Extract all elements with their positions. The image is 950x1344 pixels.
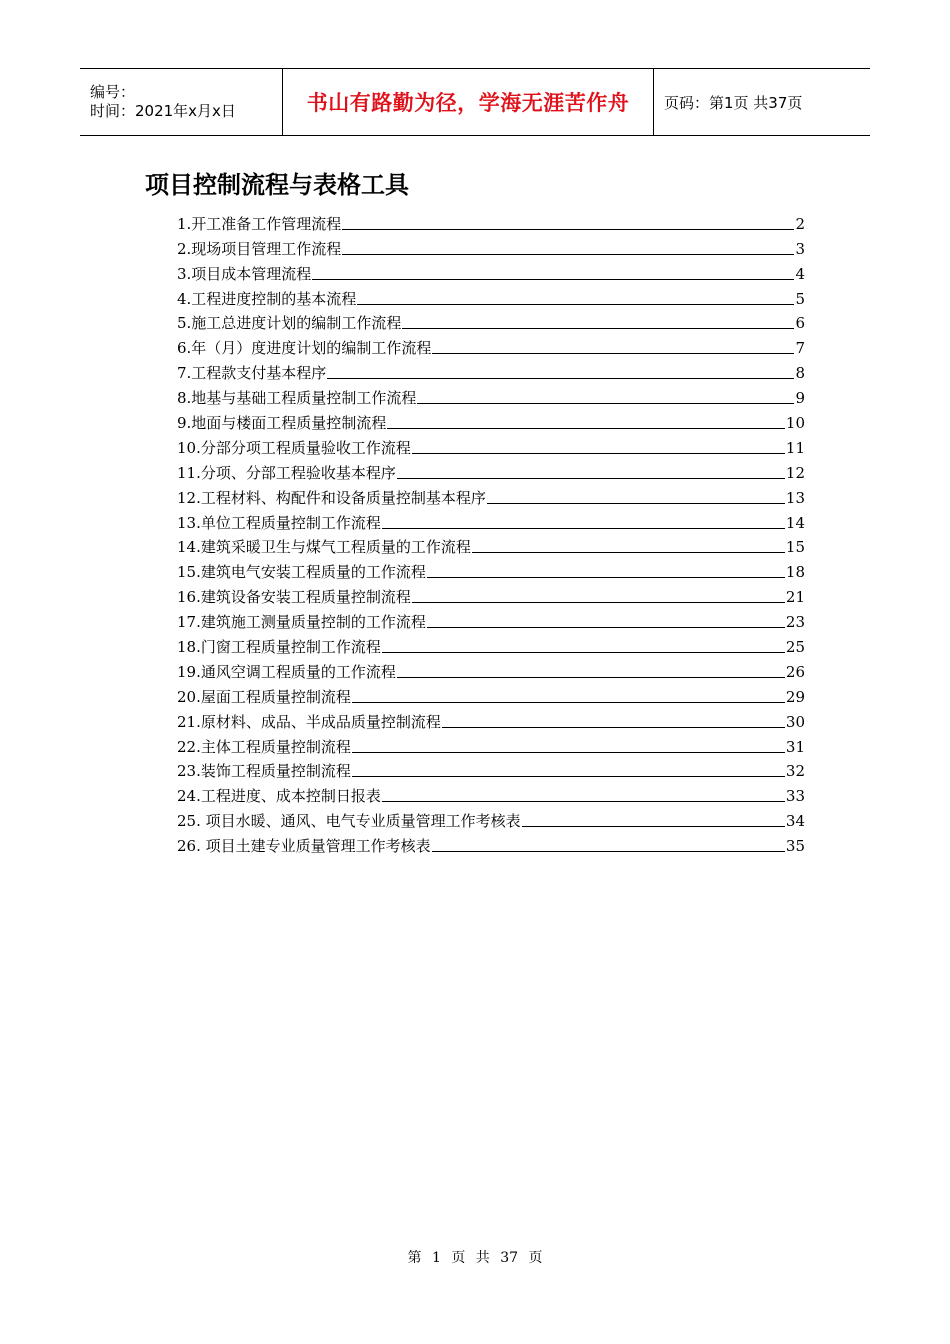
toc-leader-line bbox=[352, 752, 785, 753]
toc-entry-page: 2 bbox=[795, 214, 805, 233]
toc-leader-line bbox=[342, 229, 794, 230]
toc-entry-page: 5 bbox=[795, 289, 805, 308]
toc-entry-title: 23.装饰工程质量控制流程 bbox=[177, 762, 351, 781]
toc-entry-title: 20.屋面工程质量控制流程 bbox=[177, 687, 351, 706]
toc-entry[interactable] bbox=[177, 407, 805, 432]
toc-leader-line bbox=[382, 652, 785, 653]
toc-entry[interactable] bbox=[177, 581, 805, 606]
toc-entry-title: 21.原材料、成品、半成品质量控制流程 bbox=[177, 712, 441, 731]
toc-entry-page: 11 bbox=[785, 438, 805, 457]
toc-entry-title: 4.工程进度控制的基本流程 bbox=[177, 289, 357, 308]
toc-entry[interactable] bbox=[177, 706, 805, 731]
toc-entry[interactable] bbox=[177, 482, 805, 507]
toc-entry[interactable] bbox=[177, 432, 805, 457]
toc-entry-title: 3.项目成本管理流程 bbox=[177, 264, 312, 283]
toc-entry[interactable] bbox=[177, 631, 805, 656]
toc-entry-page: 9 bbox=[795, 389, 805, 408]
toc-entry-title: 22.主体工程质量控制流程 bbox=[177, 737, 351, 756]
toc-leader-line bbox=[382, 801, 785, 802]
toc-entry-title: 11.分项、分部工程验收基本程序 bbox=[177, 463, 396, 482]
toc-entry-page: 13 bbox=[785, 488, 805, 507]
toc-entry-page: 31 bbox=[785, 737, 805, 756]
table-of-contents bbox=[177, 208, 805, 855]
toc-leader-line bbox=[432, 851, 785, 852]
toc-entry-title: 2.现场项目管理工作流程 bbox=[177, 239, 342, 258]
toc-leader-line bbox=[417, 403, 794, 404]
footer-part: 页 bbox=[528, 1250, 543, 1266]
header-page-info bbox=[654, 69, 870, 135]
toc-entry[interactable] bbox=[177, 556, 805, 581]
toc-entry-title: 25. 项目水暖、通风、电气专业质量管理工作考核表 bbox=[177, 812, 521, 831]
toc-leader-line bbox=[352, 702, 785, 703]
page-footer bbox=[0, 1247, 950, 1267]
page-header bbox=[80, 68, 870, 136]
toc-entry-title: 13.单位工程质量控制工作流程 bbox=[177, 513, 381, 532]
toc-leader-line bbox=[412, 602, 785, 603]
toc-entry-page: 6 bbox=[795, 314, 805, 333]
toc-entry-page: 35 bbox=[785, 837, 805, 856]
toc-leader-line bbox=[472, 552, 785, 553]
toc-entry[interactable] bbox=[177, 780, 805, 805]
toc-leader-line bbox=[432, 353, 794, 354]
toc-entry[interactable] bbox=[177, 258, 805, 283]
toc-leader-line bbox=[387, 428, 785, 429]
time-label: 时间：2021年x月x日 bbox=[90, 102, 236, 120]
toc-entry-page: 3 bbox=[795, 239, 805, 258]
toc-entry-page: 7 bbox=[795, 339, 805, 358]
toc-entry-page: 34 bbox=[785, 812, 805, 831]
header-meta bbox=[80, 69, 282, 135]
toc-leader-line bbox=[402, 328, 794, 329]
toc-entry[interactable] bbox=[177, 656, 805, 681]
toc-entry[interactable] bbox=[177, 382, 805, 407]
toc-entry[interactable] bbox=[177, 830, 805, 855]
toc-entry[interactable] bbox=[177, 606, 805, 631]
toc-entry[interactable] bbox=[177, 507, 805, 532]
toc-leader-line bbox=[487, 503, 785, 504]
footer-page-number: 1 bbox=[431, 1250, 441, 1266]
toc-entry[interactable] bbox=[177, 681, 805, 706]
toc-entry[interactable] bbox=[177, 756, 805, 781]
toc-entry-title: 26. 项目土建专业质量管理工作考核表 bbox=[177, 837, 431, 856]
motto-text: 书山有路勤为径，学海无涯苦作舟 bbox=[306, 91, 630, 115]
footer-total-pages: 37 bbox=[500, 1250, 519, 1266]
toc-entry[interactable] bbox=[177, 283, 805, 308]
toc-entry-title: 18.门窗工程质量控制工作流程 bbox=[177, 638, 381, 657]
toc-leader-line bbox=[397, 478, 785, 479]
toc-entry[interactable] bbox=[177, 308, 805, 333]
toc-entry-title: 10.分部分项工程质量验收工作流程 bbox=[177, 438, 411, 457]
footer-part: 共 bbox=[475, 1250, 490, 1266]
toc-entry-page: 29 bbox=[785, 687, 805, 706]
toc-entry[interactable] bbox=[177, 731, 805, 756]
number-label: 编号： bbox=[90, 83, 136, 101]
toc-leader-line bbox=[427, 627, 785, 628]
toc-entry-title: 5.施工总进度计划的编制工作流程 bbox=[177, 314, 402, 333]
toc-leader-line bbox=[442, 727, 785, 728]
toc-entry-page: 26 bbox=[785, 662, 805, 681]
toc-leader-line bbox=[352, 776, 785, 777]
document-title: 项目控制流程与表格工具 bbox=[145, 171, 409, 199]
toc-entry-page: 8 bbox=[795, 364, 805, 383]
toc-entry-page: 30 bbox=[785, 712, 805, 731]
toc-entry-title: 19.通风空调工程质量的工作流程 bbox=[177, 662, 396, 681]
toc-entry-title: 9.地面与楼面工程质量控制流程 bbox=[177, 414, 387, 433]
toc-leader-line bbox=[342, 254, 794, 255]
toc-entry-title: 16.建筑设备安装工程质量控制流程 bbox=[177, 588, 411, 607]
toc-leader-line bbox=[412, 453, 785, 454]
toc-entry-title: 7.工程款支付基本程序 bbox=[177, 364, 327, 383]
toc-entry-title: 24.工程进度、成本控制日报表 bbox=[177, 787, 381, 806]
toc-leader-line bbox=[382, 528, 785, 529]
toc-entry-title: 15.建筑电气安装工程质量的工作流程 bbox=[177, 563, 426, 582]
toc-entry-title: 14.建筑采暖卫生与煤气工程质量的工作流程 bbox=[177, 538, 471, 557]
toc-entry[interactable] bbox=[177, 532, 805, 557]
header-motto bbox=[282, 69, 654, 135]
toc-entry-page: 18 bbox=[785, 563, 805, 582]
toc-leader-line bbox=[327, 378, 794, 379]
toc-entry[interactable] bbox=[177, 457, 805, 482]
toc-entry[interactable] bbox=[177, 332, 805, 357]
toc-leader-line bbox=[397, 677, 785, 678]
toc-entry-title: 17.建筑施工测量质量控制的工作流程 bbox=[177, 613, 426, 632]
toc-entry[interactable] bbox=[177, 208, 805, 233]
toc-entry-page: 21 bbox=[785, 588, 805, 607]
toc-leader-line bbox=[522, 826, 785, 827]
toc-entry-page: 10 bbox=[785, 414, 805, 433]
page-info-text: 页码：第1页 共37页 bbox=[664, 93, 803, 112]
toc-leader-line bbox=[357, 304, 794, 305]
toc-entry-title: 12.工程材料、构配件和设备质量控制基本程序 bbox=[177, 488, 486, 507]
toc-entry-page: 32 bbox=[785, 762, 805, 781]
toc-entry-title: 6.年（月）度进度计划的编制工作流程 bbox=[177, 339, 432, 358]
toc-entry-page: 25 bbox=[785, 638, 805, 657]
toc-entry-page: 4 bbox=[795, 264, 805, 283]
toc-entry[interactable] bbox=[177, 805, 805, 830]
toc-leader-line bbox=[427, 577, 785, 578]
toc-entry-title: 8.地基与基础工程质量控制工作流程 bbox=[177, 389, 417, 408]
toc-entry-page: 14 bbox=[785, 513, 805, 532]
footer-part: 第 bbox=[407, 1250, 422, 1266]
toc-entry[interactable] bbox=[177, 233, 805, 258]
toc-entry-page: 15 bbox=[785, 538, 805, 557]
footer-part: 页 bbox=[451, 1250, 466, 1266]
toc-entry-page: 12 bbox=[785, 463, 805, 482]
toc-entry-page: 33 bbox=[785, 787, 805, 806]
toc-entry-page: 23 bbox=[785, 613, 805, 632]
toc-entry[interactable] bbox=[177, 357, 805, 382]
toc-entry-title: 1.开工准备工作管理流程 bbox=[177, 214, 342, 233]
toc-leader-line bbox=[312, 279, 794, 280]
